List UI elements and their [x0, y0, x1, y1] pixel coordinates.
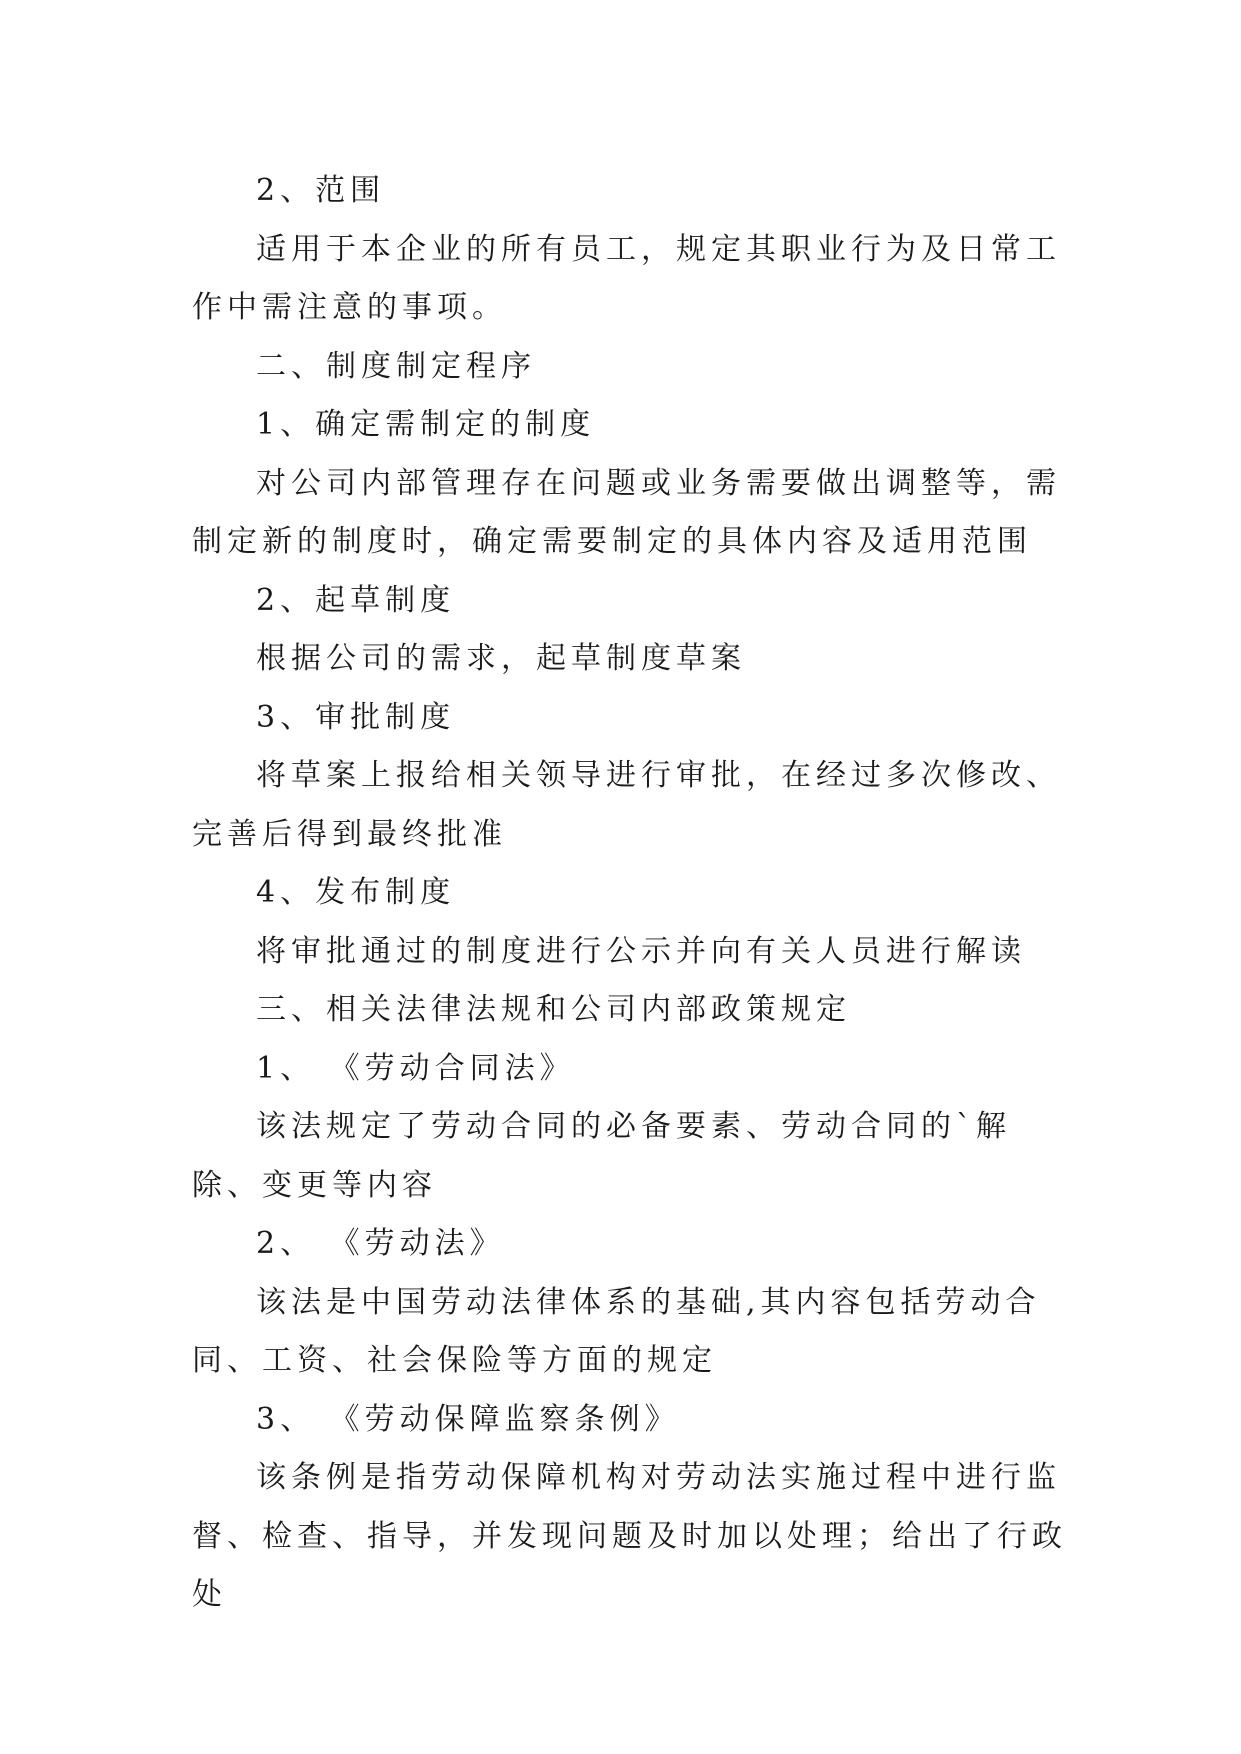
paragraph-law-3-text: 该条例是指劳动保障机构对劳动法实施过程中进行监督、检查、指导，并发现问题及时加以处理；给出了行政处: [192, 1460, 1067, 1612]
paragraph-step-1-heading: 1、确定需制定的制度: [256, 407, 596, 442]
paragraph-procedure-heading: 二、制度制定程序: [256, 348, 536, 384]
paragraph-section-scope-heading: 2、范围: [256, 173, 386, 208]
paragraph-step-4-heading: 4、发布制度: [256, 875, 456, 910]
paragraph-law-1-heading: 1、 《劳动合同法》: [256, 1050, 575, 1086]
paragraph-law-2-text: 该法是中国劳动法律体系的基础,其内容包括劳动合同、工资、社会保险等方面的规定: [192, 1284, 1041, 1378]
paragraph-step-1-text: 对公司内部管理存在问题或业务需要做出调整等，需制定新的制度时，确定需要制定的具体内容及适用范围: [192, 465, 1061, 559]
paragraph-step-3-heading: 3、审批制度: [256, 699, 456, 735]
paragraph-law-3-heading: 3、 《劳动保障监察条例》: [256, 1401, 680, 1437]
paragraph-law-2-heading: 2、 《劳动法》: [256, 1226, 505, 1261]
paragraph-step-4-text: 将审批通过的制度进行公示并向有关人员进行解读: [256, 933, 1026, 969]
paragraph-step-2-text: 根据公司的需求，起草制度草案: [256, 641, 746, 676]
document-body: [192, 162, 1072, 1625]
paragraph-step-3-text: 将草案上报给相关领导进行审批，在经过多次修改、完善后得到最终批准: [192, 758, 1061, 852]
paragraph-laws-heading: 三、相关法律法规和公司内部政策规定: [256, 992, 851, 1027]
paragraph-law-1-text: 该法规定了劳动合同的必备要素、劳动合同的`解除、变更等内容: [192, 1109, 1011, 1203]
paragraph-scope-text: 适用于本企业的所有员工，规定其职业行为及日常工作中需注意的事项。: [192, 231, 1061, 325]
paragraph-step-2-heading: 2、起草制度: [256, 582, 456, 618]
